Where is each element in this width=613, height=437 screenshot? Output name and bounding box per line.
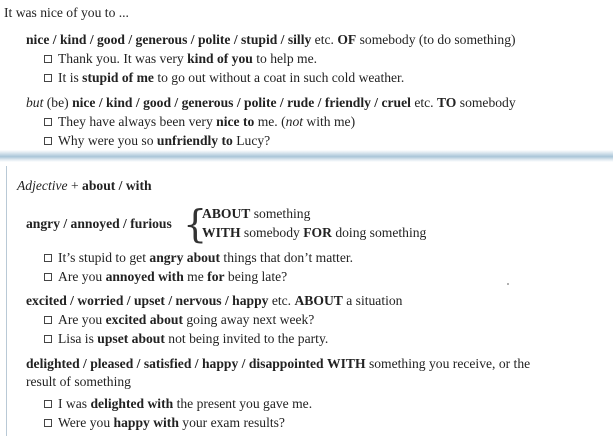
rule1-prep: OF bbox=[337, 32, 357, 47]
opt2-tail: doing something bbox=[331, 225, 427, 240]
ex-text: me bbox=[183, 269, 208, 284]
rule2-prep: TO bbox=[436, 95, 457, 110]
section2-rule1-adjectives bbox=[26, 215, 172, 233]
ex-text: Were you bbox=[58, 415, 114, 430]
section1-rule1 bbox=[26, 31, 516, 49]
ex-text: with me) bbox=[303, 114, 356, 129]
ex-text: me. ( bbox=[254, 114, 286, 129]
ex-text: I was bbox=[58, 396, 91, 411]
rule3-tail: something you receive, or the bbox=[365, 356, 531, 371]
checkbox-square-icon bbox=[44, 316, 52, 324]
section2-example-1 bbox=[44, 249, 353, 267]
ex-text: things that don’t matter. bbox=[220, 250, 354, 265]
section1-rule2 bbox=[26, 94, 516, 112]
ex-bold: nice to bbox=[216, 114, 255, 129]
stray-dot bbox=[507, 283, 509, 285]
rule1-adjectives: nice / kind / good / generous / polite / stupid / silly bbox=[26, 32, 312, 47]
ex-text: They have always been very bbox=[58, 114, 217, 129]
section1-example-1 bbox=[44, 50, 317, 68]
ex-text: It’s stupid to get bbox=[58, 250, 150, 265]
rule2-prep: ABOUT bbox=[294, 293, 343, 308]
ex-text: Lisa is bbox=[58, 331, 98, 346]
section2-heading bbox=[17, 177, 152, 195]
rule2-be: (be) bbox=[43, 95, 73, 110]
checkbox-square-icon bbox=[44, 419, 52, 427]
ex-bold: upset about bbox=[97, 331, 165, 346]
ex-text: It is bbox=[58, 70, 83, 85]
opt1-tail: something bbox=[250, 206, 311, 221]
heading-plus: + bbox=[67, 178, 83, 193]
heading-italic: Adjective bbox=[17, 178, 68, 193]
rule1-tail: somebody (to do something) bbox=[356, 32, 516, 47]
checkbox-square-icon bbox=[44, 335, 52, 343]
ex-text: Are you bbox=[58, 269, 106, 284]
opt2-bold: WITH bbox=[202, 225, 241, 240]
checkbox-square-icon bbox=[44, 74, 52, 82]
section2-example-3 bbox=[44, 311, 314, 329]
section2-example-2 bbox=[44, 268, 287, 286]
rule2-but: but bbox=[26, 95, 44, 110]
rule2-adjectives: nice / kind / good / generous / polite / rude / friendly / cruel bbox=[72, 95, 411, 110]
section1-title bbox=[4, 4, 129, 22]
section2-example-5 bbox=[44, 395, 312, 413]
ex-bold: excited about bbox=[105, 312, 183, 327]
ex-bold: unfriendly to bbox=[156, 133, 233, 148]
ex-bold: stupid of me bbox=[82, 70, 154, 85]
ex-text: going away next week? bbox=[182, 312, 315, 327]
ex-italic: not bbox=[285, 114, 304, 129]
rule2-etc: etc. bbox=[268, 293, 295, 308]
section2-example-6 bbox=[44, 414, 285, 432]
rule3-tail2: result of something bbox=[26, 374, 131, 389]
rule3-prep: WITH bbox=[327, 356, 366, 371]
checkbox-square-icon bbox=[44, 400, 52, 408]
ex-bold: for bbox=[207, 269, 225, 284]
ex-bold: delighted with bbox=[90, 396, 174, 411]
section2-rule3 bbox=[26, 355, 530, 373]
ex-text: Lucy? bbox=[232, 133, 271, 148]
ex-text: to help me. bbox=[252, 51, 318, 66]
ex-text: Thank you. It was very bbox=[58, 51, 188, 66]
ex-text: being late? bbox=[224, 269, 288, 284]
ex-text: your exam results? bbox=[178, 415, 285, 430]
checkbox-square-icon bbox=[44, 118, 52, 126]
checkbox-square-icon bbox=[44, 273, 52, 281]
rule2-tail: somebody bbox=[456, 95, 516, 110]
section2-rule1-option1 bbox=[202, 205, 310, 223]
ex-text: to go out without a coat in such cold weather. bbox=[153, 70, 405, 85]
checkbox-square-icon bbox=[44, 55, 52, 63]
opt1-bold: ABOUT bbox=[202, 206, 251, 221]
rule1-adjectives: angry / annoyed / furious bbox=[26, 216, 172, 231]
checkbox-square-icon bbox=[44, 137, 52, 145]
rule1-etc: etc. bbox=[311, 32, 338, 47]
ex-bold: happy with bbox=[113, 415, 179, 430]
ex-bold: angry about bbox=[149, 250, 221, 265]
ex-text: not being invited to the party. bbox=[164, 331, 329, 346]
ex-bold: kind of you bbox=[187, 51, 253, 66]
section1-title-text: It was nice of you to ... bbox=[4, 5, 129, 20]
rule2-adjectives: excited / worried / upset / nervous / happy bbox=[26, 293, 269, 308]
section1-example-4 bbox=[44, 132, 270, 150]
section2-rule1-option2 bbox=[202, 224, 426, 242]
section1-example-3 bbox=[44, 113, 355, 131]
section2-left-rule bbox=[6, 166, 7, 436]
section2-rule2 bbox=[26, 292, 402, 310]
ex-text: Why were you so bbox=[58, 133, 157, 148]
section1-example-2 bbox=[44, 69, 404, 87]
brace-icon: { bbox=[183, 202, 208, 246]
rule2-tail: a situation bbox=[342, 293, 403, 308]
ex-bold: annoyed with bbox=[105, 269, 184, 284]
ex-text: the present you gave me. bbox=[173, 396, 313, 411]
section2-rule3-continued bbox=[26, 373, 131, 391]
section-divider bbox=[0, 150, 613, 162]
rule3-adjectives: delighted / pleased / satisfied / happy / disappointed bbox=[26, 356, 324, 371]
checkbox-square-icon bbox=[44, 254, 52, 262]
opt2-bold2: FOR bbox=[303, 225, 332, 240]
section2-example-4 bbox=[44, 330, 328, 348]
opt2-mid: somebody bbox=[240, 225, 304, 240]
heading-bold: about / with bbox=[82, 178, 152, 193]
ex-text: Are you bbox=[58, 312, 106, 327]
rule2-etc: etc. bbox=[410, 95, 437, 110]
